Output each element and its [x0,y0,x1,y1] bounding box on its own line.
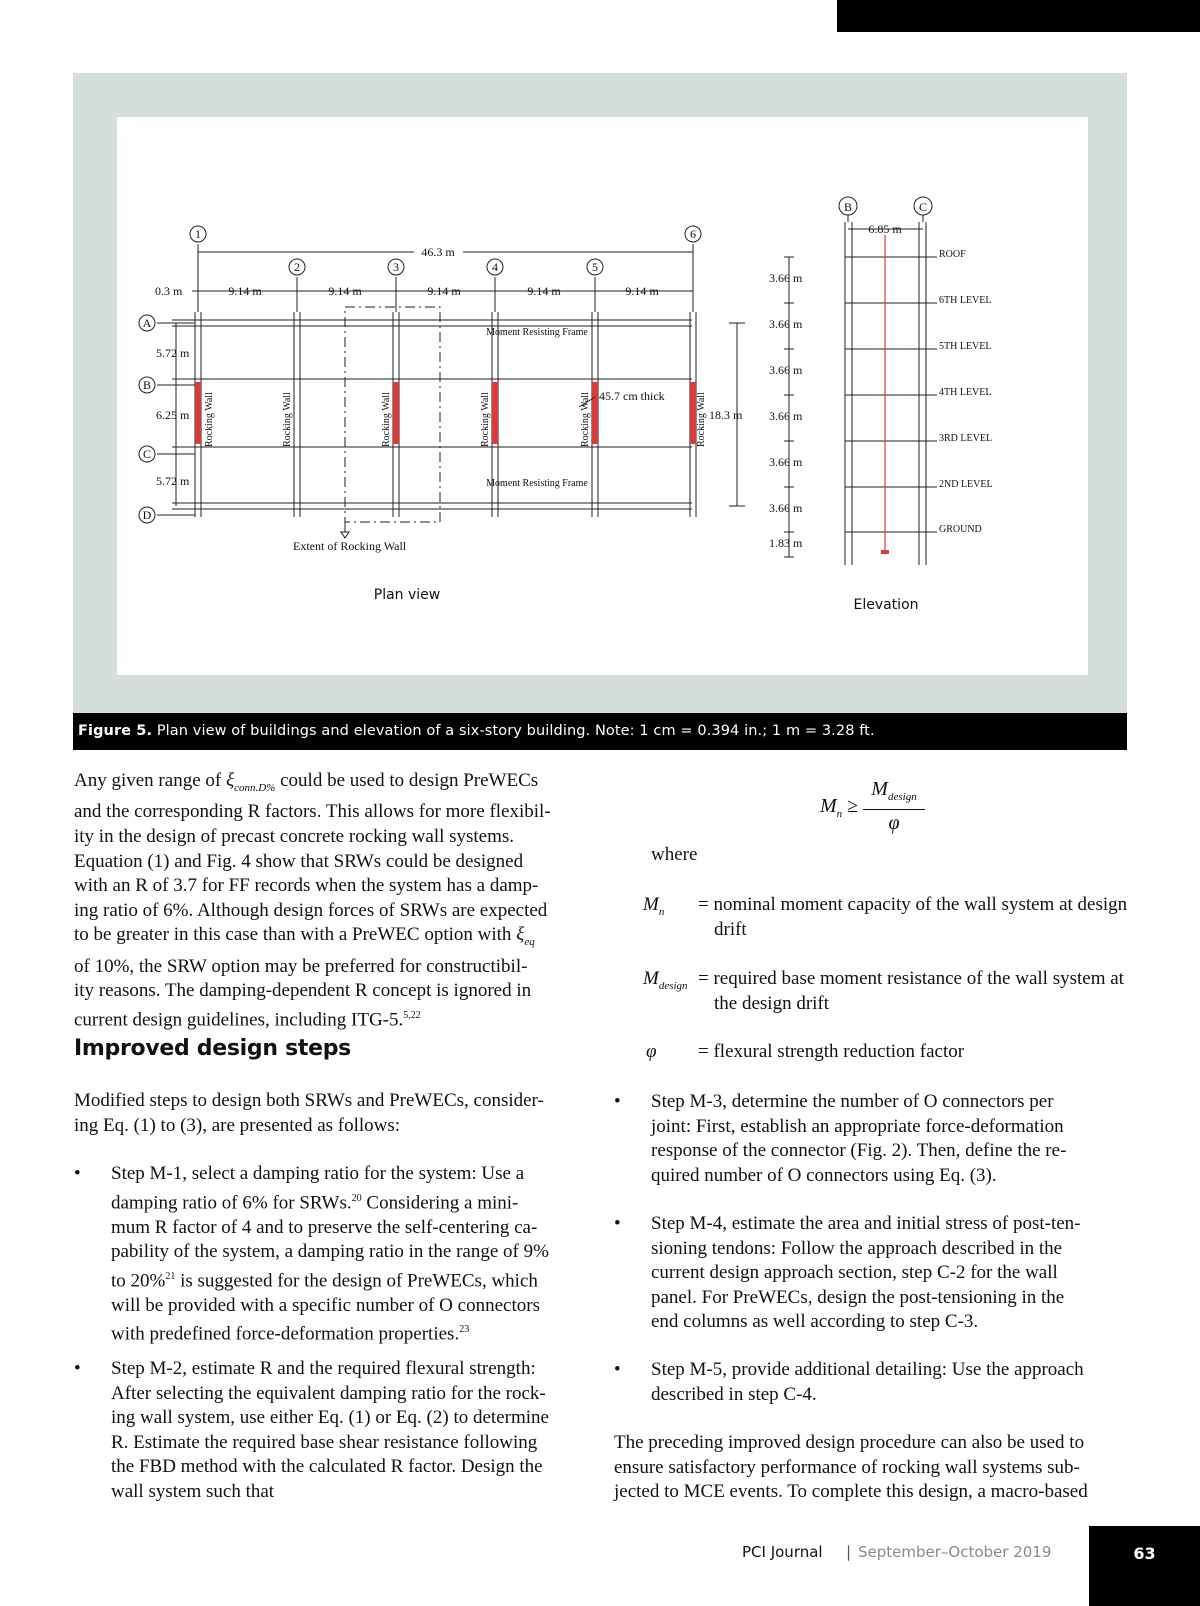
step-m5 [614,1358,1128,1407]
rocking-wall-label: Rocking Wall [381,392,392,447]
rocking-wall-label: Rocking Wall [480,392,491,447]
intro-line: and the corresponding R factors. This allows for more flexibil- [74,801,551,823]
step-line: response of the connector (Fig. 2). Then, define the re- [651,1140,1067,1162]
plan-bay-span: 9.14 m [328,284,362,298]
where-label: where [651,844,698,865]
step-line: Step M-2, estimate R and the required flexural strength: [111,1358,536,1379]
step-line: panel. For PreWECs, design the post-tensioning in the [651,1286,1065,1308]
right-column: $M_n$ ≥ $M_{design}$ φ where $M_n$ = nominal moment capacity of the wall system at design drift $M_{design}$ = required base moment resistance of the wall system at the design drift φ = flexural strength reduction factor [643,778,1128,1062]
intro-line: ity reasons. The damping-dependent R concept is ignored in [74,980,532,1002]
level-label: 5TH LEVEL [939,341,992,352]
bullet: • [614,1091,621,1112]
rocking-wall-label: Rocking Wall [282,392,293,447]
step-line: pability of the system, a damping ratio in the range of 9% [111,1241,549,1263]
story-height: 3.66 m [769,271,803,285]
steps-intro-line: Modified steps to design both SRWs and PreWECs, consider- [74,1090,544,1111]
step-line: ing wall system, use either Eq. (1) or Eq. (2) to determine [111,1407,549,1429]
intro-line: of 10%, the SRW option may be preferred for constructibil- [74,955,528,977]
grid-col-label: 4 [492,260,498,274]
equation-fraction: $M_{design}$ φ [863,777,925,836]
intro-line: ity in the design of precast concrete rocking wall systems. [74,825,515,847]
elev-grid-label: C [918,200,928,214]
level-label: 6TH LEVEL [939,295,992,306]
closing-paragraph [614,1431,1128,1505]
caption-text: Plan view of buildings and elevation of a six-story building. Note: 1 cm = 0.394 in.; 1 m = 3.28 ft. [156,723,875,739]
step-line: with predefined force-deformation properties.$^{23}$ [111,1323,470,1345]
closing-line: jected to MCE events. To complete this design, a macro-based [614,1481,1088,1503]
elevation-title: Elevation [853,597,919,613]
step-m4 [614,1212,1128,1335]
grid-row-label: C [142,447,152,461]
top-black-bar [837,0,1200,32]
plan-bay-span: 9.14 m [625,284,659,298]
moment-frame-label-bottom: Moment Resisting Frame [486,478,588,489]
grid-col-label: 5 [592,260,598,274]
plan-bay-span: 9.14 m [527,284,561,298]
step-line: quired number of O connectors using Eq. (3). [651,1164,997,1186]
step-line: described in step C-4. [651,1383,817,1405]
level-label: 4TH LEVEL [939,387,992,398]
bullet: • [614,1213,621,1234]
step-line: mum R factor of 4 and to preserve the self-centering ca- [111,1216,538,1238]
step-line: Step M-1, select a damping ratio for the system: Use a [111,1163,525,1184]
step-line: will be provided with a specific number of O connectors [111,1294,540,1316]
plan-bay-span: 9.14 m [228,284,262,298]
moment-frame-label-top: Moment Resisting Frame [486,327,588,338]
level-label: GROUND [939,524,982,535]
step-line: Step M-4, estimate the area and initial stress of post-ten- [651,1213,1081,1234]
level-label: ROOF [939,249,966,260]
step-line: Step M-5, provide additional detailing: Use the approach [651,1359,1084,1380]
step-line: sioning tendons: Follow the approach described in the [651,1237,1063,1259]
grid-col-label: 2 [294,260,300,274]
step-line: the FBD method with the calculated R factor. Design the [111,1456,543,1478]
grid-col-label: 6 [690,227,696,241]
grid-row-label: A [142,316,152,330]
footer-issue: September–October 2019 [858,1543,1052,1561]
figure-diagram [117,117,1088,675]
steps-intro [74,1089,586,1138]
closing-line: ensure satisfactory performance of rocking wall systems sub- [614,1456,1080,1478]
steps-intro-line: ing Eq. (1) to (3), are presented as follows: [74,1114,401,1136]
plan-edge-offset: 0.3 m [155,284,183,298]
story-height: 3.66 m [769,455,803,469]
plan-overall-width: 46.3 m [421,245,455,259]
plan-row-spacing: 5.72 m [156,346,190,360]
level-label: 3RD LEVEL [939,433,993,444]
step-line: to 20%$^{21}$ is suggested for the design of PreWECs, which [111,1270,538,1292]
level-label: 2ND LEVEL [939,479,993,490]
intro-line: Any given range of $\xi_{conn.D\%}$ could be used to design PreWECs [74,770,539,794]
intro-line: current design guidelines, including ITG-5.$^{5,22}$ [74,1009,421,1031]
extent-label: Extent of Rocking Wall [293,539,407,553]
footer-journal: PCI Journal [742,1543,823,1561]
story-height: 3.66 m [769,363,803,377]
figure-caption [73,713,1127,750]
figure-5 [117,117,1088,675]
grid-col-label: 1 [195,227,201,241]
intro-line: Equation (1) and Fig. 4 show that SRWs could be designed [74,850,524,872]
step-line: wall system such that [111,1480,275,1502]
bullet: • [74,1163,81,1184]
story-height: 3.66 m [769,317,803,331]
step-line: joint: First, establish an appropriate force-deformation [651,1115,1064,1137]
footer-separator: | [846,1543,852,1561]
plan-overall-depth: 18.3 m [709,408,743,422]
intro-line: ing ratio of 6%. Although design forces of SRWs are expected [74,899,548,921]
step-m3 [614,1090,1128,1188]
intro-line: with an R of 3.7 for FF records when the system has a damp- [74,875,539,897]
bullet: • [614,1359,621,1380]
step-line: R. Estimate the required base shear resistance following [111,1431,538,1453]
step-m2 [74,1357,586,1505]
plan-view-title: Plan view [373,587,441,603]
grid-row-label: B [142,378,152,392]
step-line: damping ratio of 6% for SRWs.$^{20}$ Considering a mini- [111,1191,519,1213]
step-line: end columns as well according to step C-3. [651,1311,979,1333]
story-height: 3.66 m [769,409,803,423]
wall-thickness-label: 45.7 cm thick [599,389,665,403]
step-line: After selecting the equivalent damping ratio for the rock- [111,1382,546,1404]
rocking-wall-label: Rocking Wall [580,392,591,447]
rocking-wall-label: Rocking Wall [696,392,707,447]
grid-col-label: 3 [393,260,399,274]
grid-row-label: D [142,508,152,522]
story-height: 3.66 m [769,501,803,515]
equation: $M_n$ ≥ [820,795,859,820]
step-line: Step M-3, determine the number of O connectors per [651,1091,1054,1112]
step-m1 [74,1162,586,1347]
rocking-wall-label: Rocking Wall [204,392,215,447]
plan-row-spacing: 5.72 m [156,474,190,488]
plan-bay-span: 9.14 m [427,284,461,298]
left-column [74,769,586,1033]
closing-line: The preceding improved design procedure can also be used to [614,1432,1085,1453]
elev-grid-label: B [843,200,853,214]
plan-row-spacing: 6.25 m [156,408,190,422]
foundation-depth: 1.83 m [769,536,803,550]
step-line: current design approach section, step C-2 for the wall [651,1262,1058,1284]
elev-bay-width: 6.85 m [868,222,902,236]
caption-label: Figure 5. [78,723,153,739]
section-heading: Improved design steps [74,1036,351,1061]
intro-line: to be greater in this case than with a PreWEC option with $\xi_{eq}$ [74,924,535,949]
bullet: • [74,1358,81,1379]
page-number: 63 [1089,1526,1200,1606]
